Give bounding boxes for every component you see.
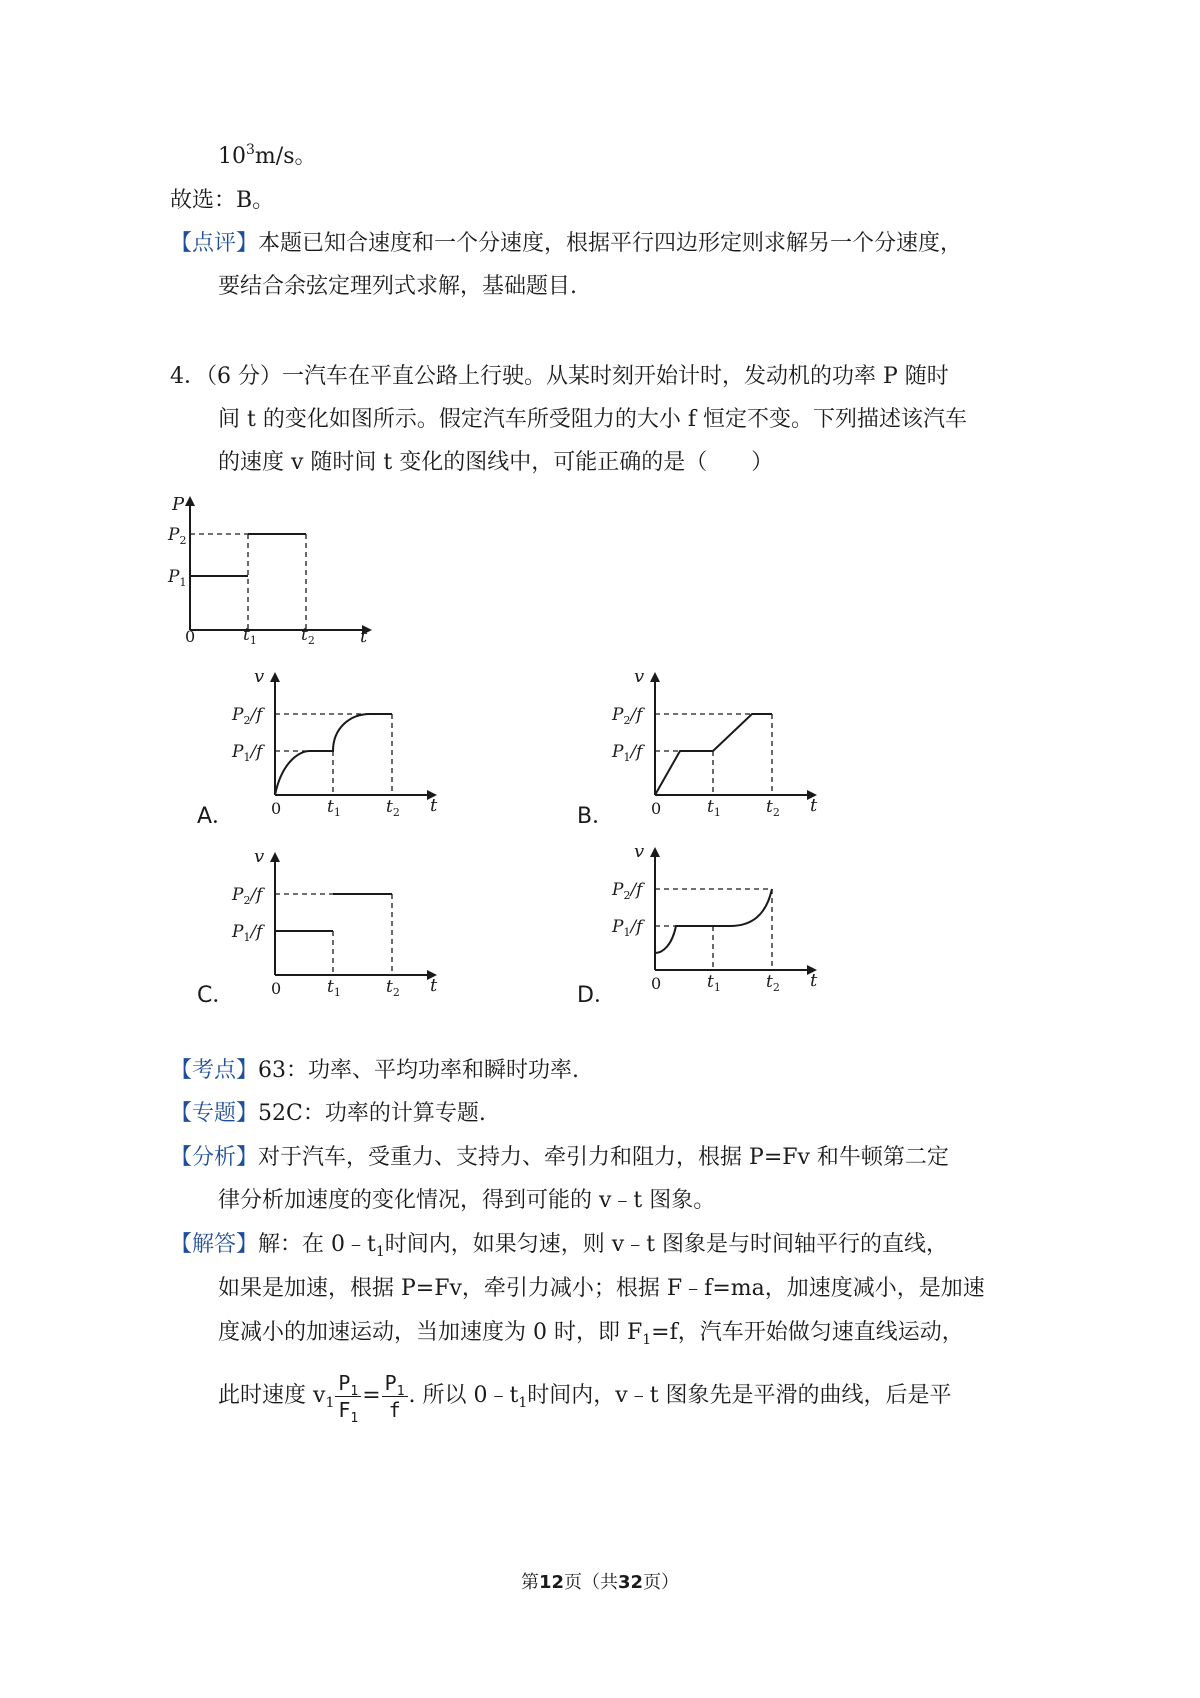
comment-tag: 【点评】 <box>170 231 259 256</box>
p-axis-label: P <box>172 494 185 515</box>
origin-label: 0 <box>651 974 662 993</box>
p1f-tick: $P_1/f$ <box>232 922 263 944</box>
zhuanti-tag: 【专题】 <box>170 1101 259 1126</box>
option-c-graph <box>220 840 450 1000</box>
jieda-line-2: 如果是加速，根据 P=Fv，牵引力减小；根据 F﹣f=ma，加速度减小，是加速 <box>218 1276 985 1301</box>
origin-label: 0 <box>185 627 196 646</box>
origin-label: 0 <box>271 799 282 818</box>
jieda-line-3: 度减小的加速运动，当加速度为 0 时，即 $F_1=f$，汽车开始做匀速直线运动， <box>218 1320 964 1348</box>
option-a-label: A． <box>197 804 235 829</box>
origin-label: 0 <box>271 979 282 998</box>
jieda-tag: 【解答】 <box>170 1232 259 1257</box>
option-d-graph <box>600 835 830 995</box>
page-footer: 第12页（共32页） <box>520 1572 680 1593</box>
t2-tick: $t_2$ <box>386 977 400 999</box>
option-b-label: B． <box>577 804 615 829</box>
fenxi-line-2: 律分析加速度的变化情况，得到可能的 v﹣t 图象。 <box>218 1188 716 1213</box>
p2-tick: $P_2$ <box>168 525 187 547</box>
v-axis-label: v <box>634 666 645 687</box>
comment-line-2: 要结合余弦定理列式求解，基础题目. <box>218 274 577 299</box>
p1f-tick: $P_1/f$ <box>612 742 643 764</box>
dashed-guides <box>275 714 392 795</box>
y-axis-arrow <box>270 672 280 682</box>
option-c-label: C． <box>197 983 235 1008</box>
t-axis-label: t <box>810 795 818 816</box>
dashed-guides <box>655 714 772 795</box>
t1-tick: $t_1$ <box>327 977 341 999</box>
dashed-guides <box>275 894 392 975</box>
t-axis-label: t <box>810 970 818 991</box>
option-d-label: D． <box>577 983 616 1008</box>
t-axis-label: t <box>430 795 438 816</box>
option-b-graph <box>600 660 830 820</box>
axes <box>655 678 810 795</box>
y-axis-arrow <box>650 847 660 857</box>
question-line-2: 间 t 的变化如图所示。假定汽车所受阻力的大小 f 恒定不变。下列描述该汽车 <box>218 407 967 432</box>
origin-label: 0 <box>651 799 662 818</box>
dashed-guides <box>655 889 772 970</box>
jieda-line-4: 此时速度 $v_1$ $\frac{P_1}{F_1}$ = $\frac{P_1}{f}$ . 所以 $0﹣t_1$时间内，v﹣t 图象先是平滑的曲线，后是平 <box>218 1370 952 1426</box>
question-line-3: 的速度 v 随时间 t 变化的图线中，可能正确的是（ ） <box>218 450 774 475</box>
page-number: 12 <box>538 1572 564 1593</box>
answer-choice: 故选：B。 <box>170 188 275 213</box>
power-time-graph <box>160 490 400 660</box>
p2f-tick: $P_2/f$ <box>612 880 643 902</box>
jieda-line-1: 【解答】解：在 $0﹣t_1$时间内，如果匀速，则 v﹣t 图象是与时间轴平行的直线， <box>170 1232 949 1260</box>
t1-tick: $t_1$ <box>327 797 341 819</box>
t2-tick: $t_2$ <box>301 625 315 647</box>
p2f-tick: $P_2/f$ <box>232 705 263 727</box>
y-axis-arrow <box>270 852 280 862</box>
p2f-tick: $P_2/f$ <box>612 705 643 727</box>
velocity-curve <box>655 889 772 953</box>
t1-tick: $t_1$ <box>707 797 721 819</box>
p1-tick: $P_1$ <box>168 567 187 589</box>
t2-tick: $t_2$ <box>386 797 400 819</box>
p2f-tick: $P_2/f$ <box>232 885 263 907</box>
kaodian-tag: 【考点】 <box>170 1058 259 1083</box>
zhuanti-line: 【专题】52C：功率的计算专题. <box>170 1101 486 1126</box>
t1-tick: $t_1$ <box>243 625 257 647</box>
y-axis-arrow <box>650 672 660 682</box>
fenxi-line-1: 【分析】对于汽车，受重力、支持力、牵引力和阻力，根据 P=Fv 和牛顿第二定 <box>170 1145 949 1170</box>
p1f-tick: $P_1/f$ <box>612 917 643 939</box>
p1f-tick: $P_1/f$ <box>232 742 263 764</box>
v-axis-label: v <box>634 841 645 862</box>
fraction-p1-over-f: $\frac{P_1}{f}$ <box>382 1370 408 1423</box>
axes <box>655 853 810 970</box>
option-a-graph <box>220 660 450 820</box>
kaodian-line: 【考点】63：功率、平均功率和瞬时功率. <box>170 1058 580 1083</box>
v-axis-label: v <box>254 846 265 867</box>
t-axis-label: t <box>360 626 368 647</box>
velocity-curve <box>275 894 392 931</box>
t2-tick: $t_2$ <box>766 972 780 994</box>
fenxi-tag: 【分析】 <box>170 1145 259 1170</box>
t-axis-label: t <box>430 975 438 996</box>
question-line-1: 4．（6 分）一汽车在平直公路上行驶。从某时刻开始计时，发动机的功率 P 随时 <box>170 364 949 389</box>
page-total: 32 <box>618 1572 644 1593</box>
speed-result: $10^3m/s$。 <box>218 142 317 169</box>
axes <box>275 858 430 975</box>
axes <box>275 678 430 795</box>
t2-tick: $t_2$ <box>766 797 780 819</box>
v-axis-label: v <box>254 666 265 687</box>
t1-tick: $t_1$ <box>707 972 721 994</box>
fraction-p1-over-f1: $\frac{P_1}{F_1}$ <box>335 1370 361 1423</box>
comment-line-1: 【点评】本题已知合速度和一个分速度，根据平行四边形定则求解另一个分速度， <box>170 231 963 256</box>
